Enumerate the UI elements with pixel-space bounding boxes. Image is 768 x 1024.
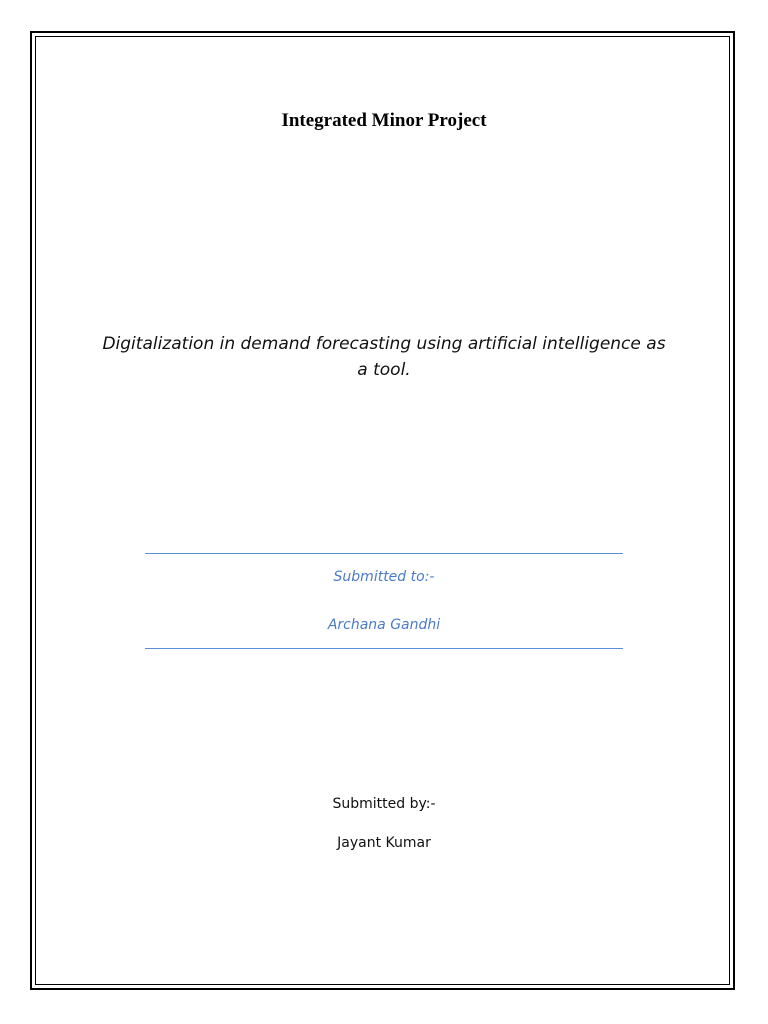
submitted-by-name: Jayant Kumar: [337, 835, 431, 851]
submitted-by-label: Submitted by:-: [332, 796, 436, 812]
divider-bottom: [145, 648, 623, 649]
submitted-to-label: Submitted to:-: [333, 569, 435, 585]
project-subject: Digitalization in demand forecasting using artificial intelligence as a tool.: [102, 334, 666, 380]
divider-top: [145, 553, 623, 554]
document-title: Integrated Minor Project: [281, 110, 487, 131]
submitted-to-name: Archana Gandhi: [327, 617, 441, 633]
